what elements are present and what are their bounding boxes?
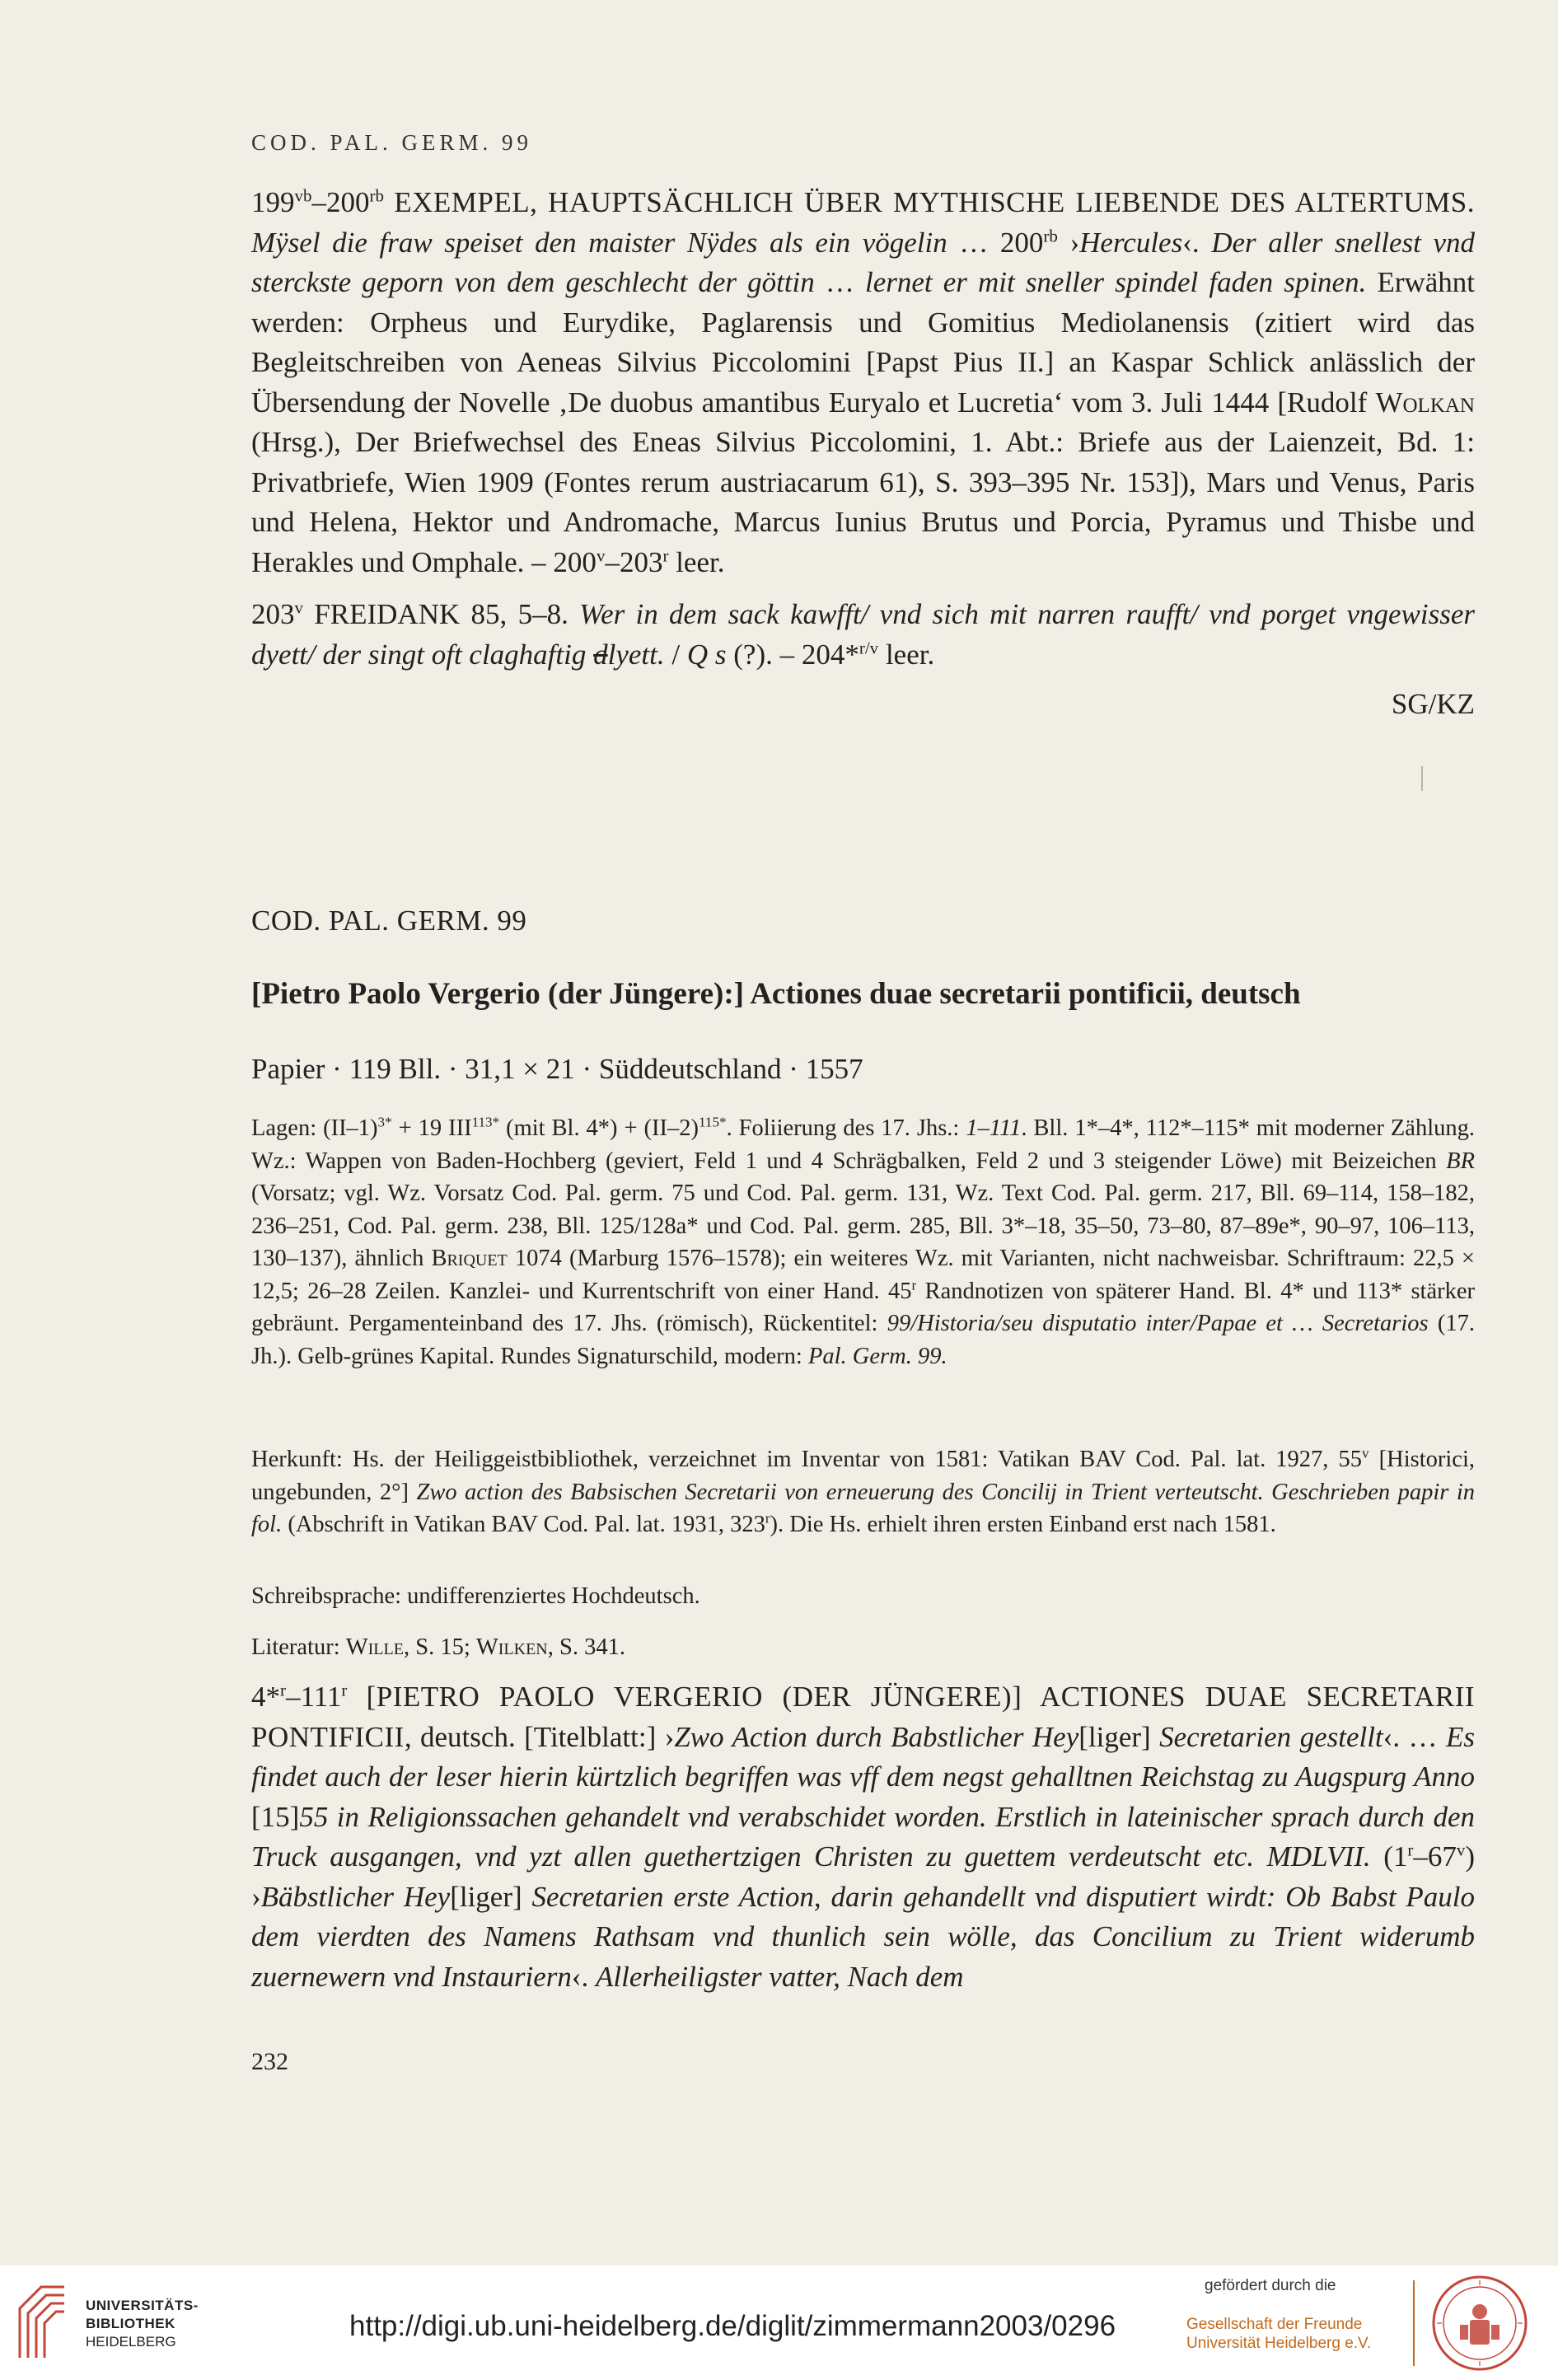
record-lagen: Lagen: $(II-1)^{3*} + 19$ $III^{113*}$ (mit Bl. $4*) + (II-2)^{115*}$. Foliierung des 17. Jhs.: 1–111. Bll. 1*–4*, 112*–115* mit moderner Zählung. Wz.: Wappen von Baden-Hochberg (geviert, Feld 1 und 4 Schrägbalken, Feld 2 und 3 steigender Löwe) mit Beizeichen BR (Vorsatz; vgl. Wz. Vorsatz Cod. Pal. germ. 75 und Cod. Pal. germ. 131, Wz. Text Cod. Pal. germ. 217, Bll. 69–114, 158–182, 236–251, Cod. Pal. germ. 238, Bll. 125/128a* und Cod. Pal. germ. 285, Bll. 3*–18, 35–50, 73–80, 87–89e*, 90–97, 106–113, 130–137), ähnlich Briquet 1074 (Marburg 1576–1578); ein weiteres Wz. mit Varianten, nicht nachweisbar. Schriftraum: 22,5 × 12,5; 26–28 Zeilen. Kanzlei- und Kurrentschrift von einer Hand. 45$^r$ Randnotizen von späterer Hand. Bl. 4* und 113* stärker gebräunt. Pergamenteinband des 17. Jhs. (römisch), Rückentitel: 99/Historia/seu disputatio inter/Papae et … Secretarios (17. Jh.). Gelb-grünes Kapital. Rundes Signaturschild, modern: Pal. Germ. 99. (251, 1114, 1475, 1369)
record-content: 4*$^r$–111$^r$ [PIETRO PAOLO VERGERIO (DER JÜNGERE)] ACTIONES DUAE SECRETARII PONTIFICII, deutsch. [Titelblatt:] ›Zwo Action durch Babstlicher Hey[liger] Secretarien gestellt‹. … Es findet auch der leser hierin kürtzlich begriffen was vff dem negst gehalltnen Reichstag zu Augspurg Anno [15]55 in Religionssachen gehandelt vnd verabschidet worden. Erstlich in lateinischer sprach durch den Truck ausgangen, vnd yzt allen guethertzigen Christen zu guettem verdeutscht etc. MDLVII. (1$^r$–67$^v$) ›Bäbstlicher Hey[liger] Secretarien erste Action, darin gehandellt vnd disputiert wirdt: Ob Babst Paulo dem vierdten des Namens Rathsam vnd thunlich sein wölle, das Concilium zu Trient widerumb zuernewern vnd Instauriern‹. Allerheiligster vatter, Nach dem (251, 1680, 1476, 1993)
scan-mark (1421, 766, 1423, 791)
sponsor-block (1186, 2277, 1409, 2353)
entry-freidank: 203$^v$ FREIDANK 85, 5–8. Wer in dem sack kawfft/ vnd sich mit narren raufft/ vnd porget vngewisser dyett/ der singt oft claghaftig dlyett. / Q s (?). – 204*$^{r/v}$ leer. (251, 597, 1475, 671)
record-description: Papier · 119 Bll. · 31,1 × 21 · Süddeutschland · 1557 (251, 1053, 863, 1085)
record-literatur: Literatur: Wille, S. 15; Wilken, S. 341. (251, 1634, 625, 1660)
funded-by-label: gefördert durch die (1205, 2277, 1336, 2294)
library-logo-icon (16, 2284, 68, 2361)
page-number: 232 (251, 2048, 288, 2075)
permalink-url[interactable]: http://digi.ub.uni-heidelberg.de/diglit/zimmermann2003/0296 (349, 2310, 1116, 2342)
footer-divider (1413, 2280, 1415, 2366)
entry-exempel: $199^{vb}-200^{rb}$ EXEMPEL, HAUPTSÄCHLICH ÜBER MYTHISCHE LIEBENDE DES ALTERTUMS. Mÿsel die fraw speiset den maister Nÿdes als ein vögelin … $200^{rb}$ ›Hercules‹. Der aller snellest vnd sterckste geporn von dem geschlecht der göttin … lernet er mit sneller spindel faden spinen. Erwähnt werden: Orpheus und Eurydike, Paglarensis und Gomitius Mediolanensis (zitiert wird das Begleitschreiben von Aeneas Silvius Piccolomini [Papst Pius II.] an Kaspar Schlick anlässlich der Übersendung der Novelle ‚De duobus amantibus Euryalo et Lucretia‘ vom 3. Juli 1444 [Rudolf Wolkan (Hrsg.), Der Briefwechsel des Eneas Silvius Piccolomini, 1. Abt.: Briefe aus der Laienzeit, Bd. 1: Privatbriefe, Wien 1909 (Fontes rerum austriacarum 61), S. 393–395 Nr. 153]), Mars und Venus, Paris und Helena, Hektor und Andromache, Marcus Iunius Brutus und Porcia, Pyramus und Thisbe und Herakles und Omphale. – 200$^v$–203$^r$ leer. (251, 185, 1476, 578)
author-initials: SG/KZ (1391, 688, 1475, 720)
record-title: [Pietro Paolo Vergerio (der Jüngere):] Actiones duae secretarii pontificii, deutsch (251, 977, 1301, 1011)
record-schreibsprache: Schreibsprache: undifferenziertes Hochdeutsch. (251, 1583, 700, 1609)
library-name: UNIVERSITÄTS- BIBLIOTHEK HEIDELBERG (86, 2298, 199, 2350)
sponsor-org: Gesellschaft der Freunde Universität Heidelberg e.V. (1186, 2316, 1372, 2352)
running-header: COD. PAL. GERM. 99 (251, 130, 533, 155)
entry-exempel-text: $^{vb}-200^{rb}$ EXEMPEL, HAUPTSÄCHLICH ÜBER MYTHISCHE LIEBENDE DES ALTERTUMS. Mÿsel die fraw speiset den maister Nÿdes als ein vögelin … $200^{rb}$ ›Hercules‹. Der aller snellest vnd sterckste geporn von dem geschlecht der göttin … lernet er mit sneller spindel faden spinen. Erwähnt werden: Orpheus und Eurydike, Paglarensis und Gomitius Mediolanensis (zitiert wird das Begleitschreiben von Aeneas Silvius Piccolomini [Papst Pius II.] an Kaspar Schlick anlässlich der Übersendung der Novelle ‚De duobus amantibus Euryalo et Lucretia‘ vom 3. Juli 1444 [Rudolf Wolkan (Hrsg.), Der Briefwechsel des Eneas Silvius Piccolomini, 1. Abt.: Briefe aus der Laienzeit, Bd. 1: Privatbriefe, Wien 1909 (Fontes rerum austriacarum 61), S. 393–395 Nr. 153]), Mars und Venus, Paris und Helena, Hektor und Andromache, Marcus Iunius Brutus und Porcia, Pyramus und Thisbe und Herakles und Omphale. – 200$^v$–203$^r$ leer. (251, 185, 1476, 578)
record-herkunft: Herkunft: Hs. der Heiliggeistbibliothek, verzeichnet im Inventar von 1581: Vatikan BAV Cod. Pal. lat. 1927, 55$^v$ [Historici, ungebunden, 2°] Zwo action des Babsischen Secretarii von erneuerung des Concilij in Trient verteutscht. Geschrieben papir in fol. (Abschrift in Vatikan BAV Cod. Pal. lat. 1931, 323$^r$). Die Hs. erhielt ihren ersten Einband erst nach 1581. (251, 1445, 1476, 1537)
record-signature: COD. PAL. GERM. 99 (251, 905, 527, 937)
university-seal-icon (1430, 2274, 1529, 2373)
footer-bar (0, 2265, 1558, 2380)
